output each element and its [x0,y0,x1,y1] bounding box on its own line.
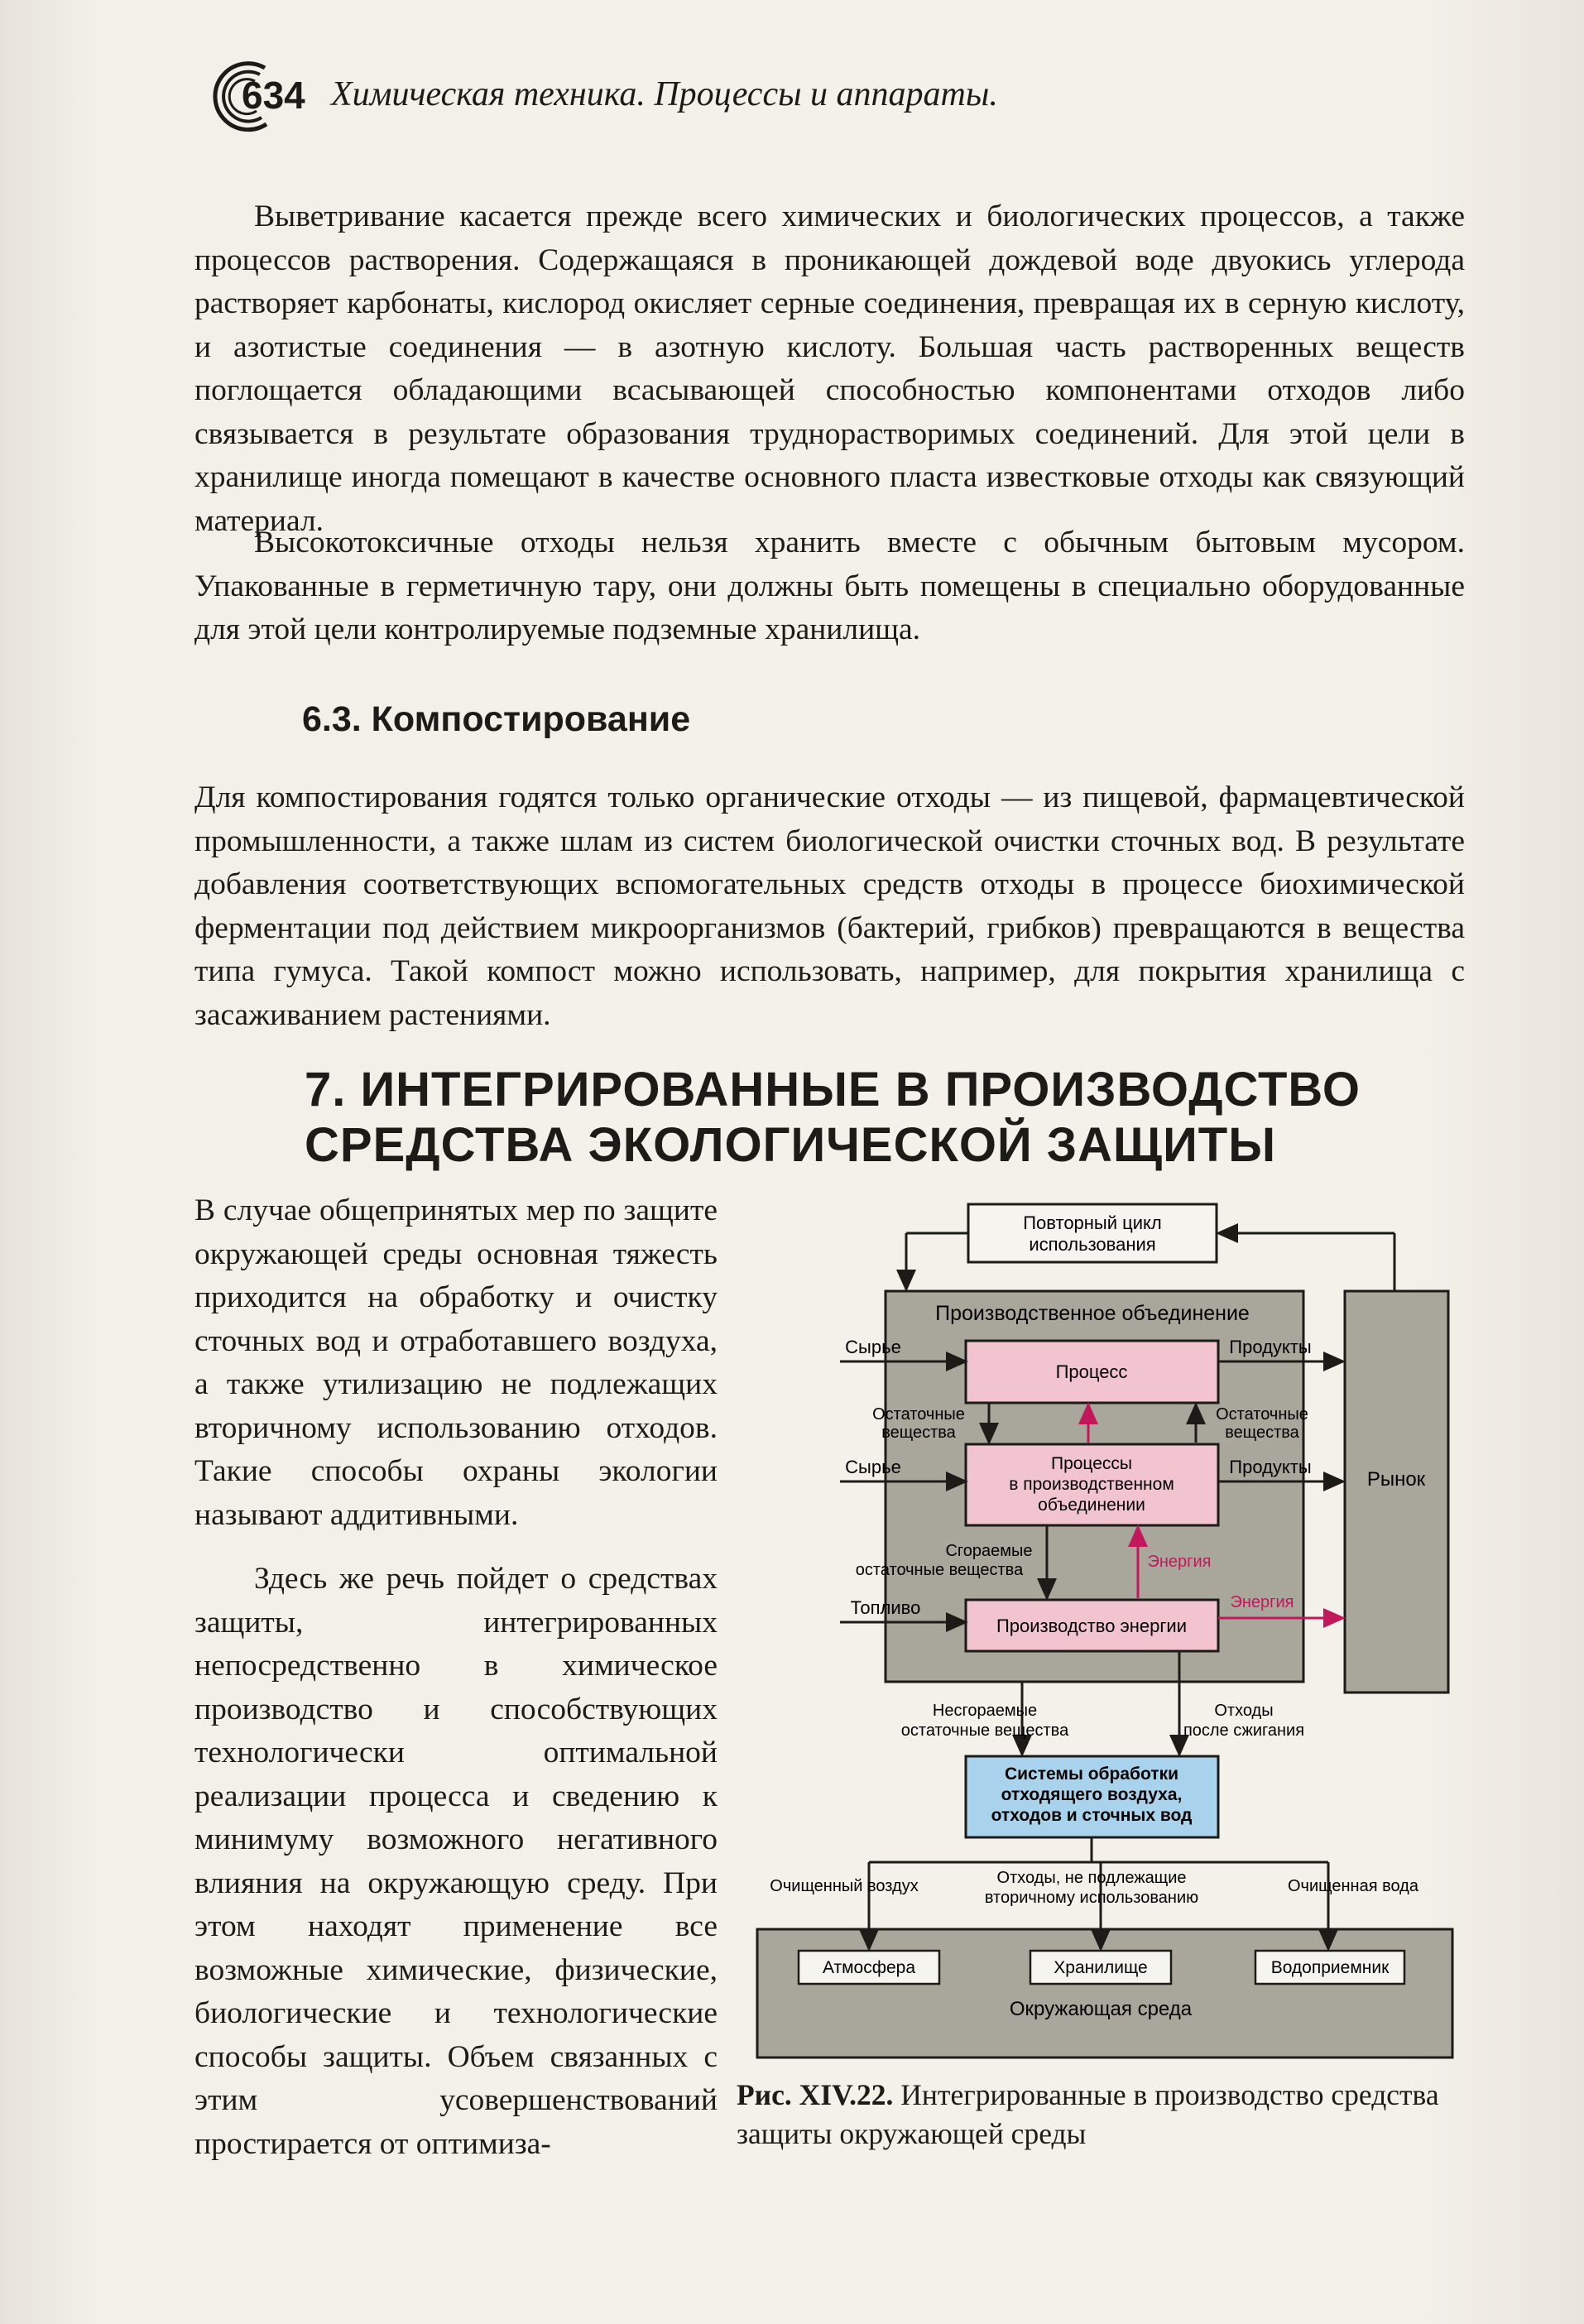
chapter-heading [305,1062,1380,1173]
waste-label-1: Отходы [1214,1702,1274,1720]
paragraph-additive: В случае общепринятых мер по защите окружающей среды основная тяжесть приходится на обработку и очистку сточных вод и отработавшего воздуха, а также утилизацию не подлежащих вторичному использованию отходов. Такие способы охраны экологии называют аддитивными. [194,1193,718,1532]
resid-left-1: Остаточные [872,1405,965,1424]
market-label: Рынок [1366,1468,1426,1491]
atmosphere-label: Атмосфера [822,1958,916,1977]
nonrecyc-label-2: вторичному использованию [984,1889,1199,1907]
combust-label-1: Сгораемые [945,1542,1033,1560]
enterprise-label: Производственное объединение [935,1302,1250,1325]
reuse-label-2: использования [1029,1234,1156,1255]
energy-label-1: Энергия [1147,1553,1212,1571]
running-title: Химическая техника. Процессы и аппараты. [331,75,998,113]
noncomb-label-1: Несгораемые [932,1702,1038,1720]
paragraph-toxic-waste: Высокотоксичные отходы нельзя хранить вместе с обычным бытовым мусором. Упакованные в герметичную тару, они должны быть помещены в специально оборудованные для этой цели контролируемые подземные хранилища. [194,526,1465,646]
caption-label: Рис. XIV.22. [737,2078,894,2111]
energy-production-label: Производство энергии [996,1616,1188,1636]
clean-air-label: Очищенный воздух [770,1877,919,1895]
paragraph-composting: Для компостирования годятся только органические отходы — из пищевой, фармацевтической промышленности, а также шлам из систем биологической очистки сточных вод. В результате добавления соответствующих вспомогательных средств отходы в процессе биохимической ферментации под действием микроорганизмов (бактерий, грибков) превращаются в вещества типа гумуса. Такой компост можно использовать, например, для покрытия хранилища с засаживанием растениями. [194,780,1465,1032]
process-label: Процесс [1055,1361,1128,1382]
products-label-1: Продукты [1229,1337,1312,1357]
proc-ent-label-1: Процессы [1050,1454,1133,1473]
environment-label: Окружающая среда [1009,1998,1193,2020]
noncomb-label-2: остаточные вещества [900,1721,1069,1740]
waste-label-2: после сжигания [1183,1721,1305,1740]
paragraph-weathering: Выветривание касается прежде всего химических и биологических процессов, а также процессов растворения. Содержащаяся в проникающей дождевой воде двуокись углерода растворяет карбонаты, кислород окисляет серные соединения, превращая их в серную кислоту, и азотистые соединения — в азотную кислоту. Большая часть растворенных веществ поглощается обладающими всасывающей способностью компонентами отходов либо связывается в результате образования труднорастворимых соединений. Для этой цели в хранилище иногда помещают в качестве основного пласта известковые отходы как связующий материал. [194,199,1465,538]
market-box [1345,1291,1448,1693]
page-number: 634 [242,74,305,117]
receiver-label: Водоприемник [1270,1958,1390,1977]
combust-label-2: остаточные вещества [855,1561,1024,1579]
chapter-heading-line1: 7. ИНТЕГРИРОВАННЫЕ В ПРОИЗВОДСТВО [305,1063,1361,1116]
proc-ent-label-2: в производственном [1009,1475,1174,1494]
figure-diagram [749,1196,1461,2069]
section-heading: 6.3. Компостирование [302,699,691,739]
environment-box [757,1929,1452,2058]
energy-label-2: Энергия [1230,1593,1294,1611]
page-header [207,56,1465,147]
resid-left-2: вещества [881,1424,956,1442]
fuel-label: Топливо [850,1597,921,1618]
reuse-label-1: Повторный цикл [1023,1212,1162,1233]
paragraph-integrated: Здесь же речь пойдет о средствах защиты, интегрированных непосредственно в химическое производство и способствующих технологически оптимальной реализации процесса и сведению к минимуму возможного негативного влияния на окружающую среду. При этом находят применение все возможные химические, физические, биологические и технологические способы защиты. Объем связанных с этим усовершенствований простирается от оптимиза- [194,1562,718,2161]
nonrecyc-label-1: Отходы, не подлежащие [996,1869,1187,1887]
raw-label-1: Сырье [845,1337,901,1357]
treat-label-1: Системы обработки [1004,1765,1179,1784]
treat-label-2: отходящего воздуха, [1001,1785,1183,1804]
products-label-2: Продукты [1229,1457,1312,1477]
caption-text: Интегрированные в производство средства защиты окружающей среды [737,2078,1439,2150]
figure-caption [737,2076,1465,2154]
storage-label: Хранилище [1054,1958,1148,1977]
treat-label-3: отходов и сточных вод [991,1806,1193,1825]
resid-right-2: вещества [1225,1424,1299,1442]
chapter-heading-line2: СРЕДСТВА ЭКОЛОГИЧЕСКОЙ ЗАЩИТЫ [305,1118,1277,1172]
proc-ent-label-3: объединении [1038,1496,1145,1515]
raw-label-2: Сырье [845,1457,901,1477]
clean-water-label: Очищенная вода [1288,1877,1418,1895]
resid-right-1: Остаточные [1216,1405,1308,1424]
